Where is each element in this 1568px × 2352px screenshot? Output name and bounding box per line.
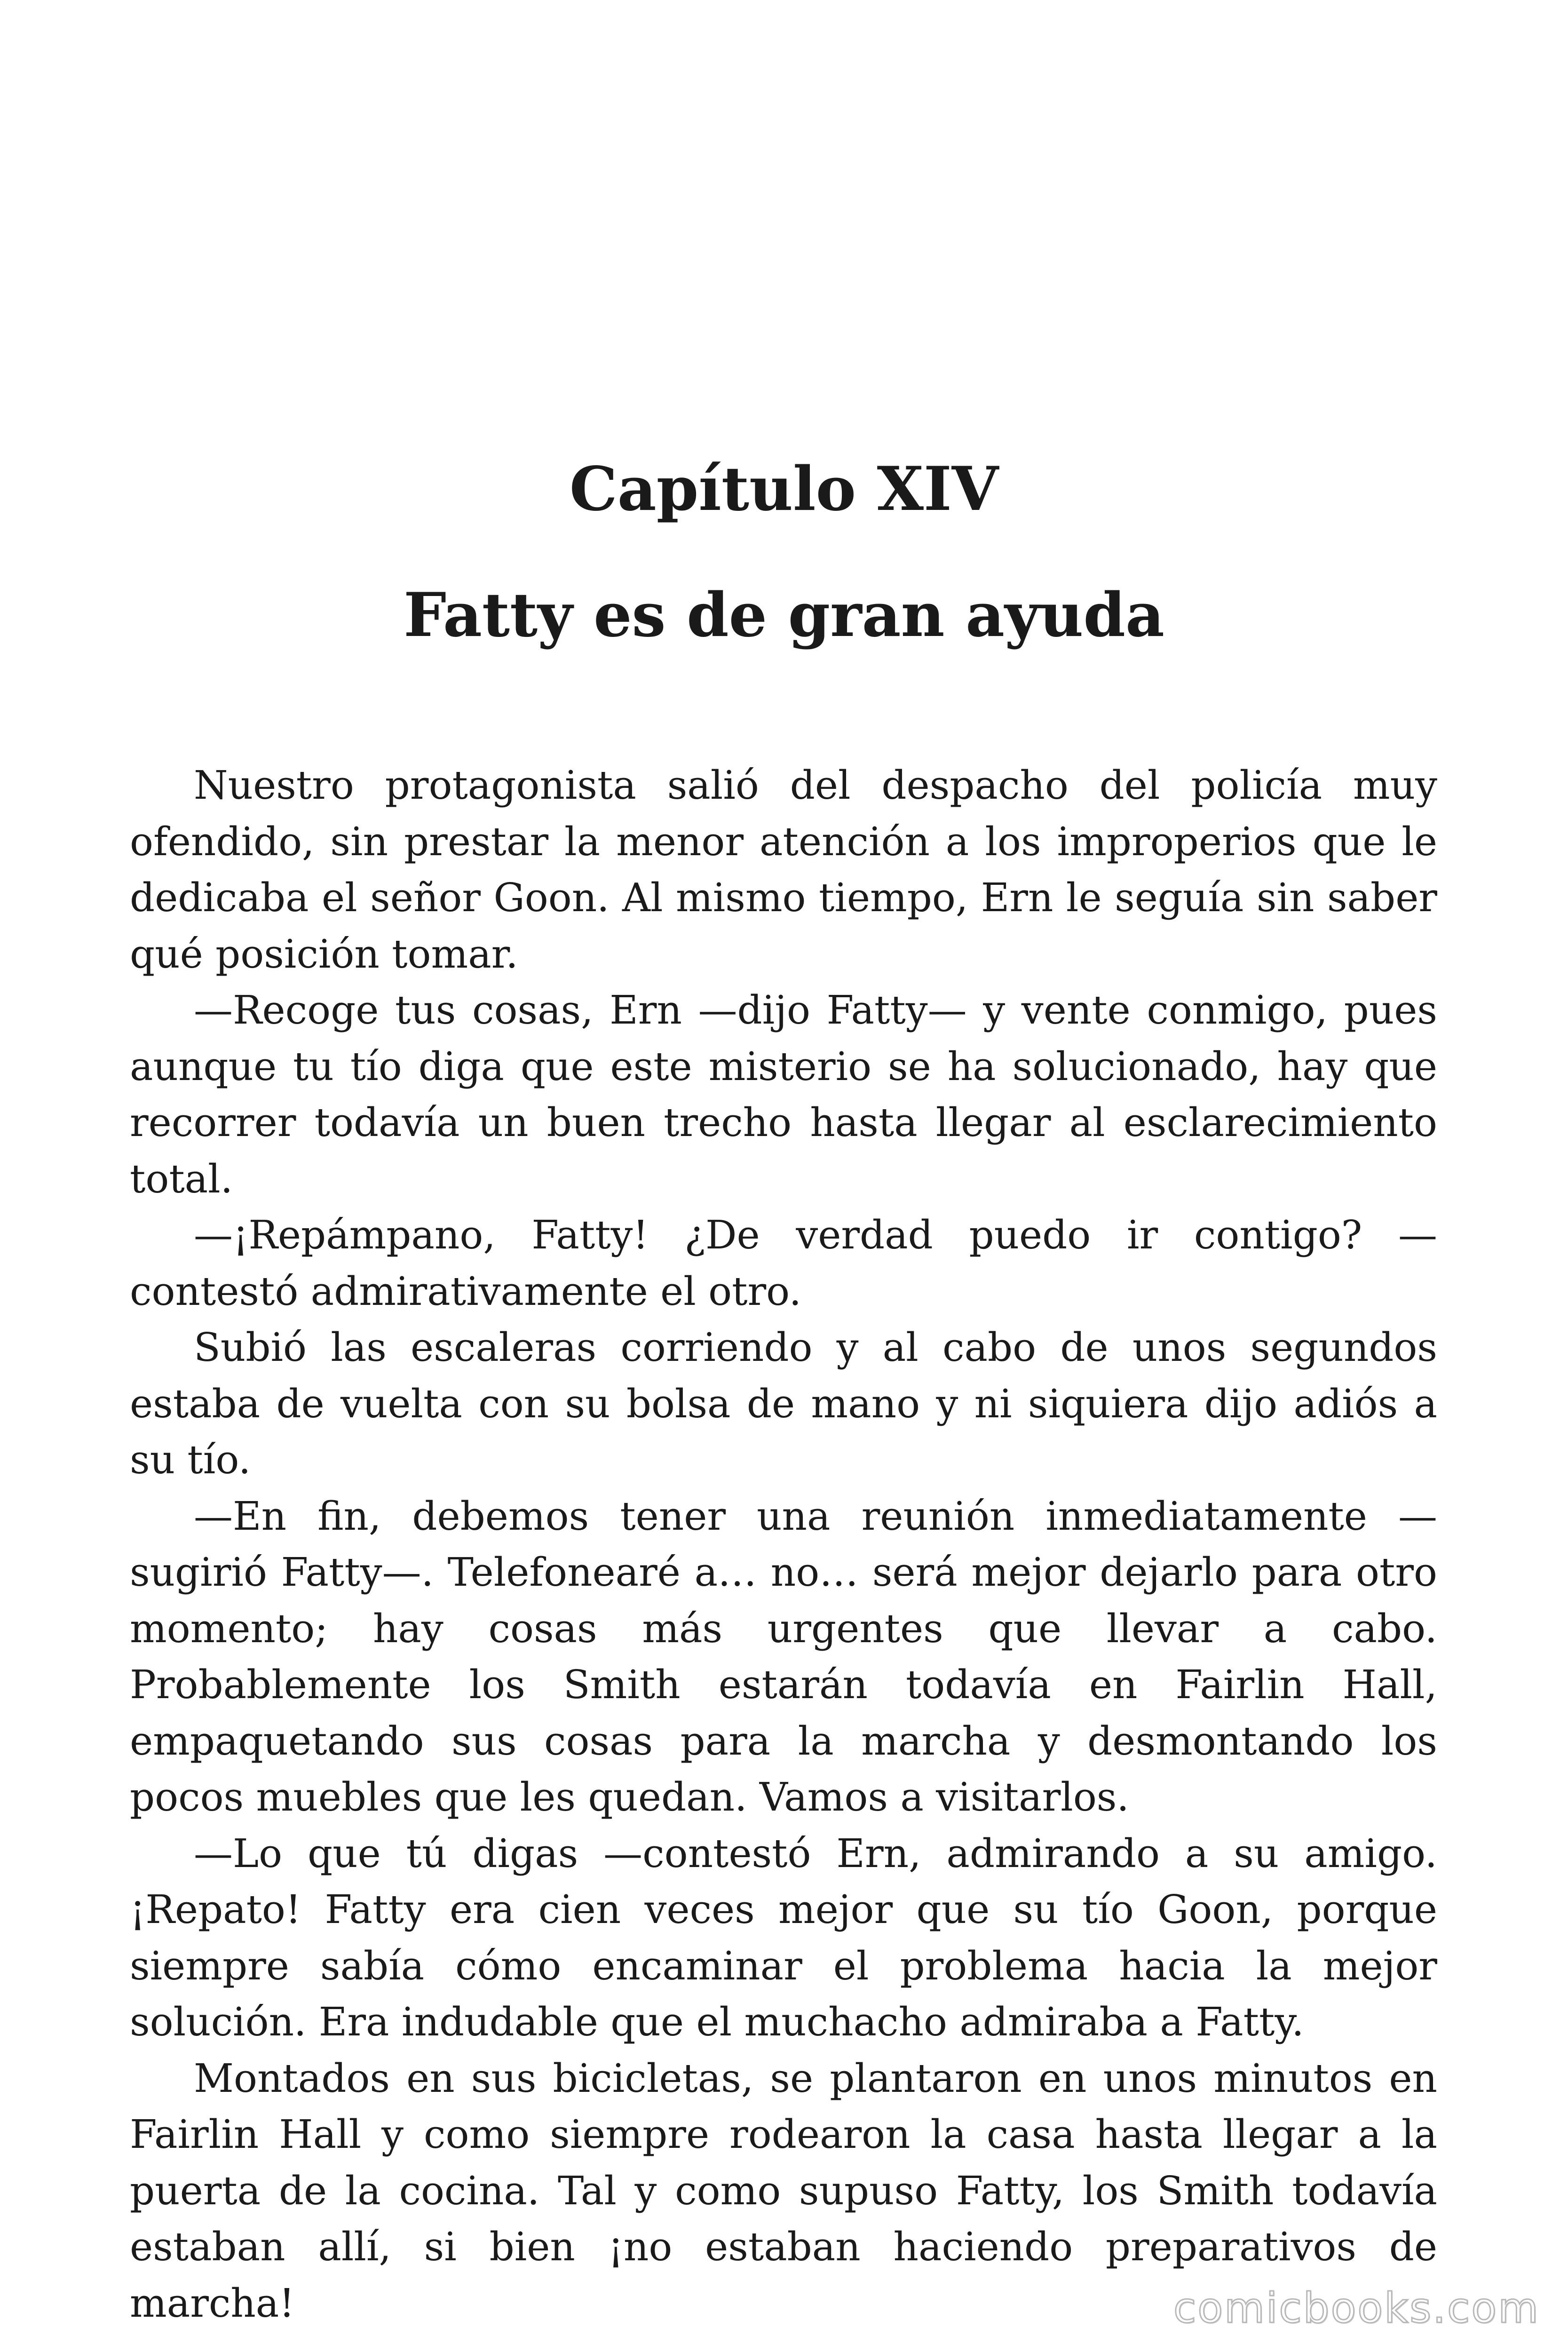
paragraph: —¡Repámpano, Fatty! ¿De verdad puedo ir contigo? —contestó admirativamente el otro. <box>130 1212 1437 1314</box>
paragraph: —Recoge tus cosas, Ern —dijo Fatty— y vente conmigo, pues aunque tu tío diga que este misterio se ha solucionado, hay que recorrer todavía un buen trecho hasta llegar al esclarecimiento total. <box>130 987 1437 1202</box>
paragraph: —En fin, debemos tener una reunión inmediatamente —sugirió Fatty—. Telefonearé a… no… será mejor dejarlo para otro momento; hay cosas más urgentes que llevar a cabo. Probablemente los Smith estarán todavía en Fairlin Hall, empaquetando sus cosas para la marcha y desmontando los pocos muebles que les quedan. Vamos a visitarlos. <box>130 1493 1437 1820</box>
paragraph: Nuestro protagonista salió del despacho del policía muy ofendido, sin prestar la menor atención a los improperios que le dedicaba el señor Goon. Al mismo tiempo, Ern le seguía sin saber qué posición tomar. <box>130 763 1437 977</box>
chapter-number: Capítulo XIV <box>569 454 999 524</box>
paragraph: Montados en sus bicicletas, se plantaron en unos minutos en Fairlin Hall y como siempre rodearon la casa hasta llegar a la puerta de la cocina. Tal y como supuso Fatty, los Smith todavía estaban allí, si bien ¡no estaban haciendo preparativos de marcha! <box>130 2055 1437 2326</box>
chapter-body <box>130 757 1437 2331</box>
paragraph: Subió las escaleras corriendo y al cabo de unos segundos estaba de vuelta con su bolsa de mano y ni siquiera dijo adiós a su tío. <box>130 1325 1437 1483</box>
paragraph: —Lo que tú digas —contestó Ern, admirando a su amigo. ¡Repato! Fatty era cien veces mejor que su tío Goon, porque siempre sabía cómo encaminar el problema hacia la mejor solución. Era indudable que el muchacho admiraba a Fatty. <box>130 1830 1437 2045</box>
watermark-logo: comicbooks.com <box>1173 2284 1540 2332</box>
chapter-title: Fatty es de gran ayuda <box>404 580 1164 651</box>
